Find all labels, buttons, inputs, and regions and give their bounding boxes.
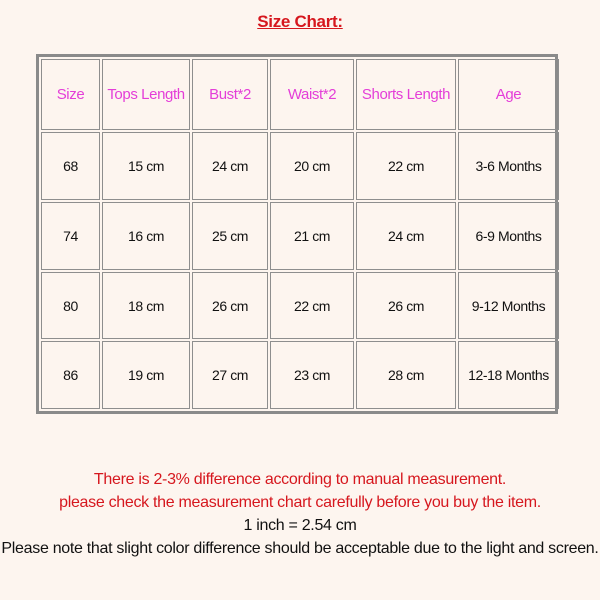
cell-bust: 26 cm [192,272,268,340]
cell-waist: 20 cm [270,132,354,200]
table-header-row [41,59,559,130]
cell-size: 80 [41,272,100,340]
note-color-difference: Please note that slight color difference should be acceptable due to the light and screen. [1,540,599,557]
notes-block [0,468,600,560]
size-table [39,57,561,411]
cell-shorts-length: 22 cm [356,132,456,200]
header-waist: Waist*2 [270,59,354,130]
size-chart-title: Size Chart: [257,12,343,31]
table-row [41,132,559,200]
table-row [41,341,559,409]
cell-waist: 22 cm [270,272,354,340]
table-row [41,202,559,270]
cell-age: 6-9 Months [458,202,559,270]
cell-shorts-length: 26 cm [356,272,456,340]
cell-waist: 21 cm [270,202,354,270]
cell-age: 12-18 Months [458,341,559,409]
cell-size: 74 [41,202,100,270]
header-tops-length: Tops Length [102,59,190,130]
size-table-frame [36,54,558,414]
note-check-chart: please check the measurement chart carefully before you buy the item. [59,494,541,511]
cell-tops-length: 19 cm [102,341,190,409]
table-row [41,272,559,340]
cell-waist: 23 cm [270,341,354,409]
cell-shorts-length: 24 cm [356,202,456,270]
cell-bust: 27 cm [192,341,268,409]
note-measurement-difference: There is 2-3% difference according to manual measurement. [93,471,507,488]
cell-bust: 24 cm [192,132,268,200]
header-bust: Bust*2 [192,59,268,130]
cell-size: 86 [41,341,100,409]
cell-shorts-length: 28 cm [356,341,456,409]
cell-age: 3-6 Months [458,132,559,200]
cell-tops-length: 15 cm [102,132,190,200]
note-inch-conversion: 1 inch = 2.54 cm [243,517,357,534]
header-age: Age [458,59,559,130]
cell-tops-length: 16 cm [102,202,190,270]
header-size: Size [41,59,100,130]
cell-bust: 25 cm [192,202,268,270]
cell-age: 9-12 Months [458,272,559,340]
header-shorts-length: Shorts Length [356,59,456,130]
cell-size: 68 [41,132,100,200]
cell-tops-length: 18 cm [102,272,190,340]
